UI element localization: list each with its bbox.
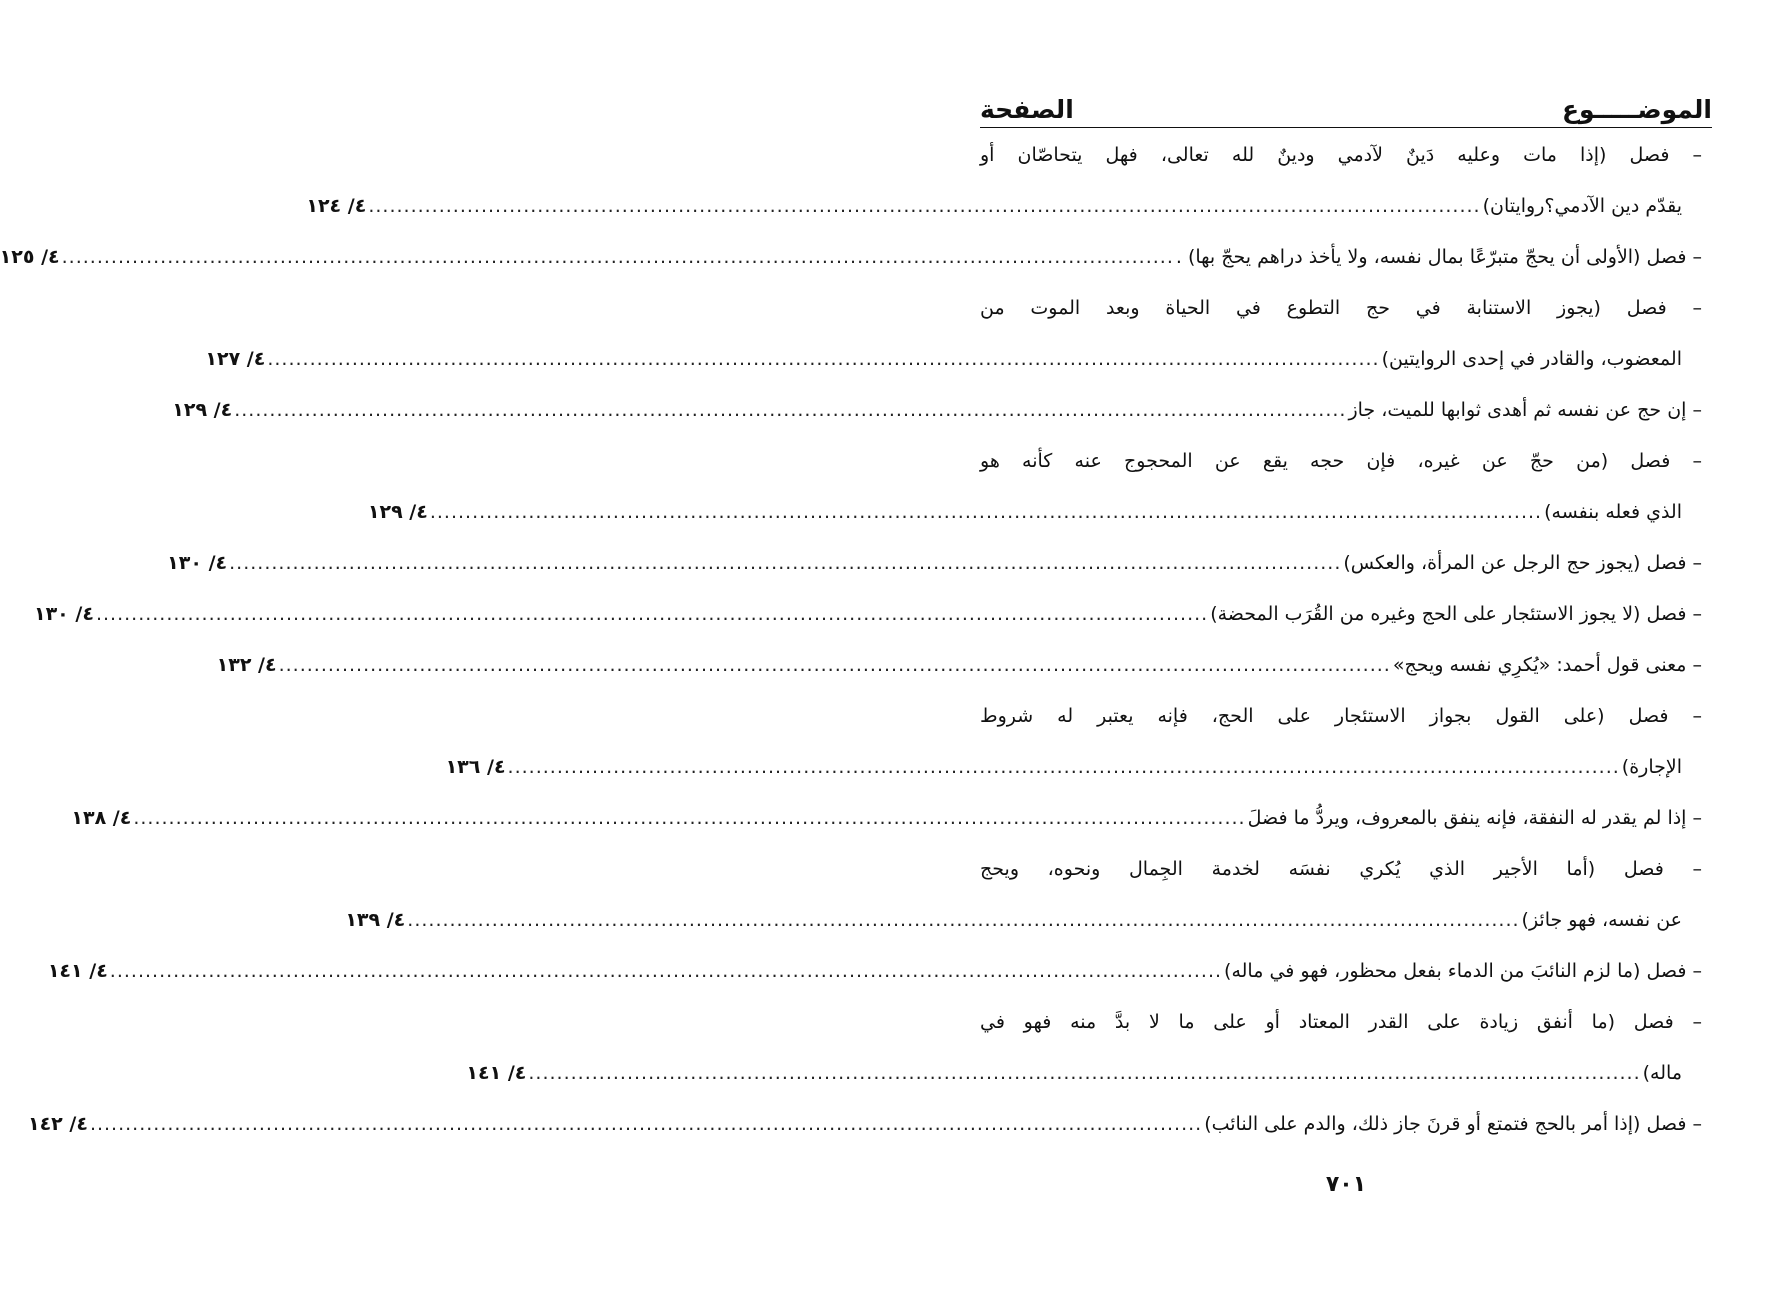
entry-text: المعضوب، والقادر في إحدى الروايتين) bbox=[1381, 348, 1682, 370]
entry-text: – فصل (يجوز حج الرجل عن المرأة، والعكس) bbox=[1343, 552, 1702, 574]
entry-line: – فصل (ما أنفق زيادة على القدر المعتاد أو على ما لا بدَّ منه فهو في bbox=[980, 1011, 1702, 1033]
entry-ref-line bbox=[466, 1048, 1702, 1099]
header-divider bbox=[980, 127, 1712, 128]
index-entry bbox=[0, 232, 1702, 283]
page-reference: ٤/ ١٢٩ bbox=[367, 501, 428, 523]
entry-ref-line bbox=[71, 793, 1702, 844]
index-entries bbox=[0, 130, 1702, 1150]
index-entry bbox=[466, 997, 1702, 1099]
page-reference: ٤/ ١٣٠ bbox=[33, 603, 94, 625]
entry-line: – فصل (من حجّ عن غيره، فإن حجه يقع عن المحجوج عنه كأنه هو bbox=[980, 450, 1702, 472]
page-reference: ٤/ ١٢٩ bbox=[172, 399, 233, 421]
page-reference: ٤/ ١٣٠ bbox=[167, 552, 228, 574]
entry-text: الذي فعله بنفسه) bbox=[1544, 501, 1682, 523]
page-reference: ٤/ ١٣٨ bbox=[71, 807, 132, 829]
entry-ref-line bbox=[0, 232, 1702, 283]
entry-ref-line bbox=[445, 742, 1702, 793]
dot-leader: .............................................................................................................................................................. bbox=[507, 756, 1620, 778]
index-entry bbox=[306, 130, 1702, 232]
index-entry bbox=[445, 691, 1702, 793]
index-entry bbox=[167, 538, 1702, 589]
dot-leader: .............................................................................................................................................................. bbox=[89, 1113, 1203, 1135]
entry-text: عن نفسه، فهو جائز) bbox=[1521, 909, 1682, 931]
page-reference: ٤/ ١٣٩ bbox=[345, 909, 406, 931]
dot-leader: .............................................................................................................................................................. bbox=[528, 1062, 1641, 1084]
index-entry bbox=[172, 385, 1702, 436]
dot-leader: .............................................................................................................................................................. bbox=[109, 960, 1223, 982]
entry-text: – فصل (الأولى أن يحجّ متبرّعًا بمال نفسه، ولا يأخذ دراهم يحجّ بها) . bbox=[1175, 246, 1702, 268]
page-reference: ٤/ ١٤١ bbox=[466, 1062, 527, 1084]
page-reference: ٤/ ١٣٦ bbox=[445, 756, 506, 778]
dot-leader: .............................................................................................................................................................. bbox=[278, 654, 1391, 676]
page-reference: ٤/ ١٢٤ bbox=[306, 195, 367, 217]
topic-column-heading: الموضـــــوع bbox=[1561, 95, 1712, 124]
entry-text: – فصل (ما لزم النائبَ من الدماء بفعل محظور، فهو في ماله) bbox=[1224, 960, 1702, 982]
entry-line: – فصل (إذا مات وعليه دَينٌ لآدمي ودينٌ لله تعالى، فهل يتحاصّان أو bbox=[980, 144, 1702, 166]
page-column-heading: الصفحة bbox=[980, 95, 1074, 124]
entry-line: – فصل (أما الأجير الذي يُكري نفسَه لخدمة الجِمال ونحوه، ويحج bbox=[980, 858, 1702, 880]
entry-ref-line bbox=[167, 538, 1702, 589]
entry-text: – معنى قول أحمد: «يُكرِي نفسه ويحج» bbox=[1392, 654, 1702, 676]
dot-leader: .............................................................................................................................................................. bbox=[407, 909, 1520, 931]
page-reference: ٤/ ١٢٥ bbox=[0, 246, 60, 268]
page-reference: ٤/ ١٤١ bbox=[47, 960, 108, 982]
dot-leader: .............................................................................................................................................................. bbox=[95, 603, 1209, 625]
index-entry bbox=[205, 283, 1702, 385]
entry-ref-line bbox=[367, 487, 1702, 538]
entry-line: – فصل (يجوز الاستنابة في حج التطوع في الحياة وبعد الموت من bbox=[980, 297, 1702, 319]
entry-text: يقدّم دين الآدمي؟روايتان) bbox=[1482, 195, 1682, 217]
dot-leader: .............................................................................................................................................................. bbox=[133, 807, 1246, 829]
page-number: ٧٠١ bbox=[1325, 1172, 1367, 1197]
entry-ref-line bbox=[345, 895, 1702, 946]
dot-leader: .............................................................................................................................................................. bbox=[61, 246, 1174, 268]
entry-text: – إذا لم يقدر له النفقة، فإنه ينفق بالمعروف، ويردُّ ما فضلَ bbox=[1247, 807, 1702, 829]
entry-ref-line bbox=[27, 1099, 1702, 1150]
index-entry bbox=[216, 640, 1702, 691]
entry-text: – فصل (لا يجوز الاستئجار على الحج وغيره من القُرَب المحضة) bbox=[1210, 603, 1702, 625]
index-header bbox=[980, 84, 1712, 124]
dot-leader: .............................................................................................................................................................. bbox=[368, 195, 1481, 217]
dot-leader: .............................................................................................................................................................. bbox=[429, 501, 1543, 523]
entry-text: – فصل (إذا أمر بالحج فتمتع أو قرنَ جاز ذلك، والدم على النائب) bbox=[1204, 1113, 1702, 1135]
dot-leader: .............................................................................................................................................................. bbox=[229, 552, 1342, 574]
dot-leader: .............................................................................................................................................................. bbox=[267, 348, 1380, 370]
index-entry bbox=[47, 946, 1702, 997]
page-reference: ٤/ ١٣٢ bbox=[216, 654, 277, 676]
entry-ref-line bbox=[47, 946, 1702, 997]
entry-line: – فصل (على القول بجواز الاستئجار على الحج، فإنه يعتبر له شروط bbox=[980, 705, 1702, 727]
entry-ref-line bbox=[205, 334, 1702, 385]
dot-leader: .............................................................................................................................................................. bbox=[234, 399, 1347, 421]
entry-text: – إن حج عن نفسه ثم أهدى ثوابها للميت، جاز bbox=[1348, 399, 1702, 421]
entry-text: الإجارة) bbox=[1621, 756, 1682, 778]
page-reference: ٤/ ١٢٧ bbox=[205, 348, 266, 370]
entry-ref-line bbox=[33, 589, 1702, 640]
index-entry bbox=[27, 1099, 1702, 1150]
index-entry bbox=[71, 793, 1702, 844]
entry-ref-line bbox=[306, 181, 1702, 232]
entry-ref-line bbox=[172, 385, 1702, 436]
page-reference: ٤/ ١٤٢ bbox=[27, 1113, 88, 1135]
index-entry bbox=[33, 589, 1702, 640]
entry-ref-line bbox=[216, 640, 1702, 691]
index-entry bbox=[345, 844, 1702, 946]
entry-text: ماله) bbox=[1642, 1062, 1682, 1084]
index-entry bbox=[367, 436, 1702, 538]
